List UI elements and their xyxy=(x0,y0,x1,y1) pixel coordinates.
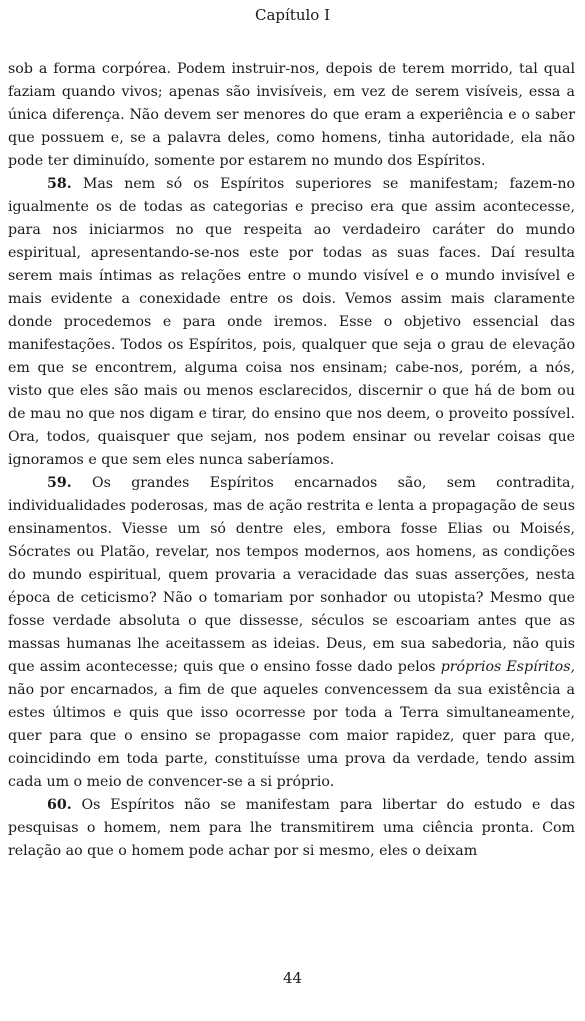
paragraph-60 xyxy=(8,794,575,863)
paragraph-text: Os grandes Espíritos encarnados são, sem contradita, individualidades poderosas, mas de ação restrita e lenta a propagação de seus ensinamentos. Viesse um só dentre eles, embora fosse Elias ou Moisés, Sócrates ou Platão, revelar, nos tempos modernos, aos homens, as condições do mundo espiritual, quem provaria a veracidade das suas asserções, nesta época de ceticismo? Não o tomariam por sonhador ou utopista? Mesmo que fosse verdade absoluta o que dissesse, séculos se escoariam antes que as massas humanas lhe aceitassem as ideias. Deus, em sua sabedoria, não quis que assim acontecesse; quis que o ensino fosse dado pelos xyxy=(8,475,575,675)
running-header: Capítulo I xyxy=(254,6,331,24)
italic-phrase: próprios Espíritos, xyxy=(440,659,576,675)
body-text xyxy=(8,58,575,863)
paragraph-text: Os Espíritos não se manifestam para libertar do estudo e das pesquisas o homem, nem para lhe transmitirem uma ciência pronta. Com relação ao que o homem pode achar por si mesmo, eles o deixam xyxy=(8,797,576,859)
paragraph-continued: sob a forma corpórea. Podem instruir-nos, depois de terem morrido, tal qual faziam quando vivos; apenas são invisíveis, em vez de serem visíveis, essa a única diferença. Não devem ser menores do que eram a experiência e o saber que possuem e, se a palavra deles, como homens, tinha autoridade, ela não pode ter diminuído, somente por estarem no mundo dos Espíritos. xyxy=(8,61,575,169)
paragraph-text: Mas nem só os Espíritos superiores se manifestam; fazem-no igualmente os de todas as categorias e preciso era que assim acontecesse, para nos iniciarmos no que respeita ao verdadeiro caráter do mundo espiritual, apresentando-se-nos este por todas as suas faces. Daí resulta serem mais íntimas as relações entre o mundo visível e o mundo invisível e mais evidente a conexidade entre os dois. Vemos assim mais claramente donde procedemos e para onde iremos. Esse o objetivo essencial das manifestações. Todos os Espíritos, pois, qualquer que seja o grau de elevação em que se encontrem, alguma coisa nos ensinam; cabe-nos, porém, a nós, visto que eles são mais ou menos esclarecidos, discernir o que há de bom ou de mau no que nos digam e tirar, do ensino que nos deem, o proveito possível. Ora, todos, quaisquer que sejam, nos podem ensinar ou revelar coisas que ignoramos e que sem eles nunca saberíamos. xyxy=(8,176,576,468)
paragraph-number: 59. xyxy=(47,475,72,491)
paragraph-number: 60. xyxy=(47,797,72,813)
paragraph-text: não por encarnados, a fim de que aqueles convencessem da sua existência a estes últimos e quis que isso ocorresse por toda a Terra simultaneamente, quer para que o ensino se propagasse com maior rapidez, quer para que, coincidindo em toda parte, constituísse uma prova da verdade, tendo assim cada um o meio de convencer-se a si próprio. xyxy=(8,682,575,790)
page-number: 44 xyxy=(282,969,303,987)
paragraph-number: 58. xyxy=(47,176,72,192)
paragraph-59 xyxy=(8,472,575,794)
paragraph-58 xyxy=(8,173,575,472)
